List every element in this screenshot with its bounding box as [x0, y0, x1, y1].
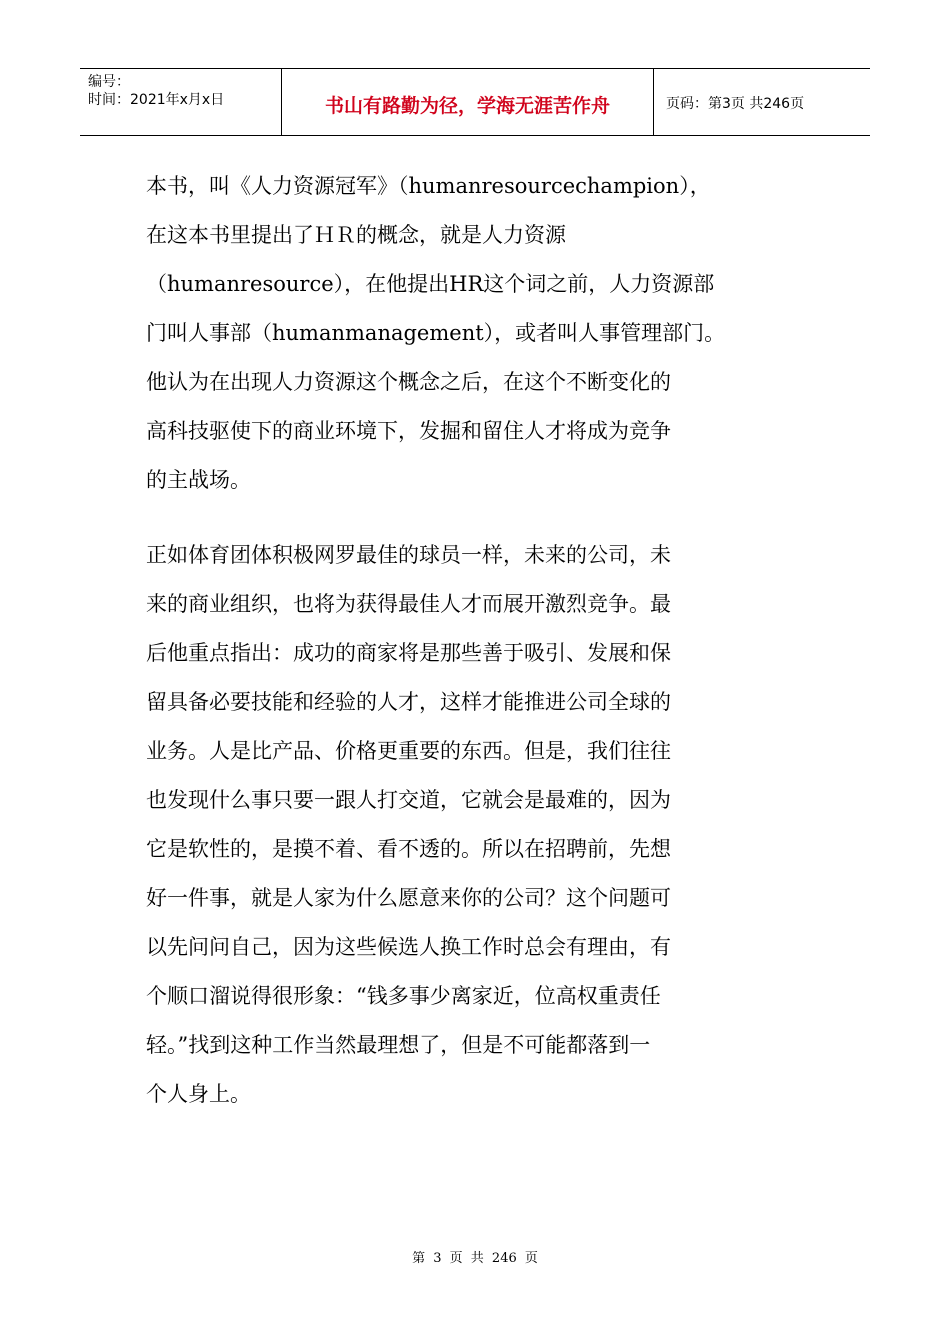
text-line: 个顺口溜说得很形象：“钱多事少离家近，位高权重责任	[146, 984, 661, 1008]
text-line: 高科技驱使下的商业环境下，发掘和留住人才将成为竞争	[146, 419, 671, 443]
text-line: 正如体育团体积极网罗最佳的球员一样，未来的公司，未	[146, 543, 671, 567]
text-line: （humanresource），在他提出HR这个词之前，人力资源部	[146, 272, 715, 296]
text-line: 他认为在出现人力资源这个概念之后，在这个不断变化的	[146, 370, 671, 394]
text-line: 后他重点指出：成功的商家将是那些善于吸引、发展和保	[146, 641, 671, 665]
text-line: 它是软性的，是摸不着、看不透的。所以在招聘前，先想	[146, 837, 671, 861]
text-line: 业务。人是比产品、价格更重要的东西。但是，我们往往	[146, 739, 671, 763]
page-header	[80, 68, 870, 136]
text-line: 以先问问自己，因为这些候选人换工作时总会有理由，有	[146, 935, 671, 959]
text-line: 的主战场。	[146, 468, 251, 492]
text-line: 来的商业组织，也将为获得最佳人才而展开激烈竞争。最	[146, 592, 671, 616]
text-line: 在这本书里提出了ＨＲ的概念，就是人力资源	[146, 223, 566, 247]
text-line: 本书，叫《人力资源冠军》（humanresourcechampion），	[146, 174, 711, 198]
document-body	[146, 162, 816, 1119]
text-line: 也发现什么事只要一跟人打交道，它就会是最难的，因为	[146, 788, 671, 812]
text-line: 门叫人事部（humanmanagement），或者叫人事管理部门。	[146, 321, 726, 345]
text-line: 留具备必要技能和经验的人才，这样才能推进公司全球的	[146, 690, 671, 714]
paragraph-1	[146, 162, 816, 505]
text-line: 轻。”找到这种工作当然最理想了，但是不可能都落到一	[146, 1033, 651, 1057]
header-motto: 书山有路勤为径，学海无涯苦作舟	[282, 69, 654, 135]
paragraph-2	[146, 531, 816, 1119]
text-line: 个人身上。	[146, 1082, 251, 1106]
document-number-label: 编号：	[88, 74, 130, 90]
text-line: 好一件事，就是人家为什么愿意来你的公司？这个问题可	[146, 886, 671, 910]
header-page-info: 页码：第3页 共246页	[666, 96, 805, 112]
header-meta	[80, 69, 282, 135]
document-time: 时间：2021年x月x日	[88, 92, 225, 108]
page-footer: 第 3 页 共 246 页	[412, 1251, 538, 1266]
